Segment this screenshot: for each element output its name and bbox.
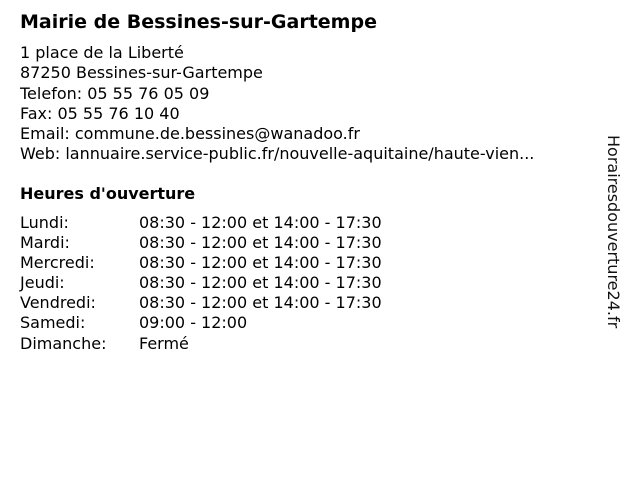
day-label: Mardi:	[20, 233, 70, 253]
day-hours: 08:30 - 12:00 et 14:00 - 17:30	[139, 293, 382, 313]
day-hours: 08:30 - 12:00 et 14:00 - 17:30	[139, 233, 382, 253]
street-address: 1 place de la Liberté	[20, 43, 184, 62]
hours-row-wednesday	[20, 253, 382, 273]
hours-row-monday	[20, 213, 382, 233]
page-title: Mairie de Bessines-sur-Gartempe	[20, 11, 377, 33]
contact-block	[20, 43, 534, 165]
website-link[interactable]: Web: lannuaire.service-public.fr/nouvelle-aquitaine/haute-vien...	[20, 144, 535, 164]
email-address[interactable]: Email: commune.de.bessines@wanadoo.fr	[20, 124, 360, 144]
hours-row-saturday	[20, 313, 382, 333]
day-label: Samedi:	[20, 313, 86, 333]
hours-row-friday	[20, 293, 382, 313]
fax-number: Fax: 05 55 76 10 40	[20, 103, 180, 123]
site-watermark: Horairesdouverture24.fr	[604, 135, 623, 329]
hours-row-tuesday	[20, 233, 382, 253]
day-label: Lundi:	[20, 213, 69, 232]
day-hours: 09:00 - 12:00	[139, 313, 248, 333]
opening-hours-heading: Heures d'ouverture	[20, 184, 196, 203]
hours-row-sunday	[20, 334, 382, 354]
city-postcode: 87250 Bessines-sur-Gartempe	[20, 63, 263, 83]
day-label: Jeudi:	[20, 273, 65, 293]
day-label: Dimanche:	[20, 333, 107, 353]
hours-row-thursday	[20, 273, 382, 293]
phone-number[interactable]: Telefon: 05 55 76 05 09	[20, 83, 210, 103]
day-hours: 08:30 - 12:00 et 14:00 - 17:30	[139, 253, 382, 273]
day-hours: 08:30 - 12:00 et 14:00 - 17:30	[139, 273, 382, 293]
day-label: Mercredi:	[20, 253, 95, 273]
opening-hours-table	[20, 213, 382, 354]
day-hours: Fermé	[139, 333, 189, 353]
day-label: Vendredi:	[20, 293, 96, 313]
day-hours: 08:30 - 12:00 et 14:00 - 17:30	[139, 213, 382, 232]
